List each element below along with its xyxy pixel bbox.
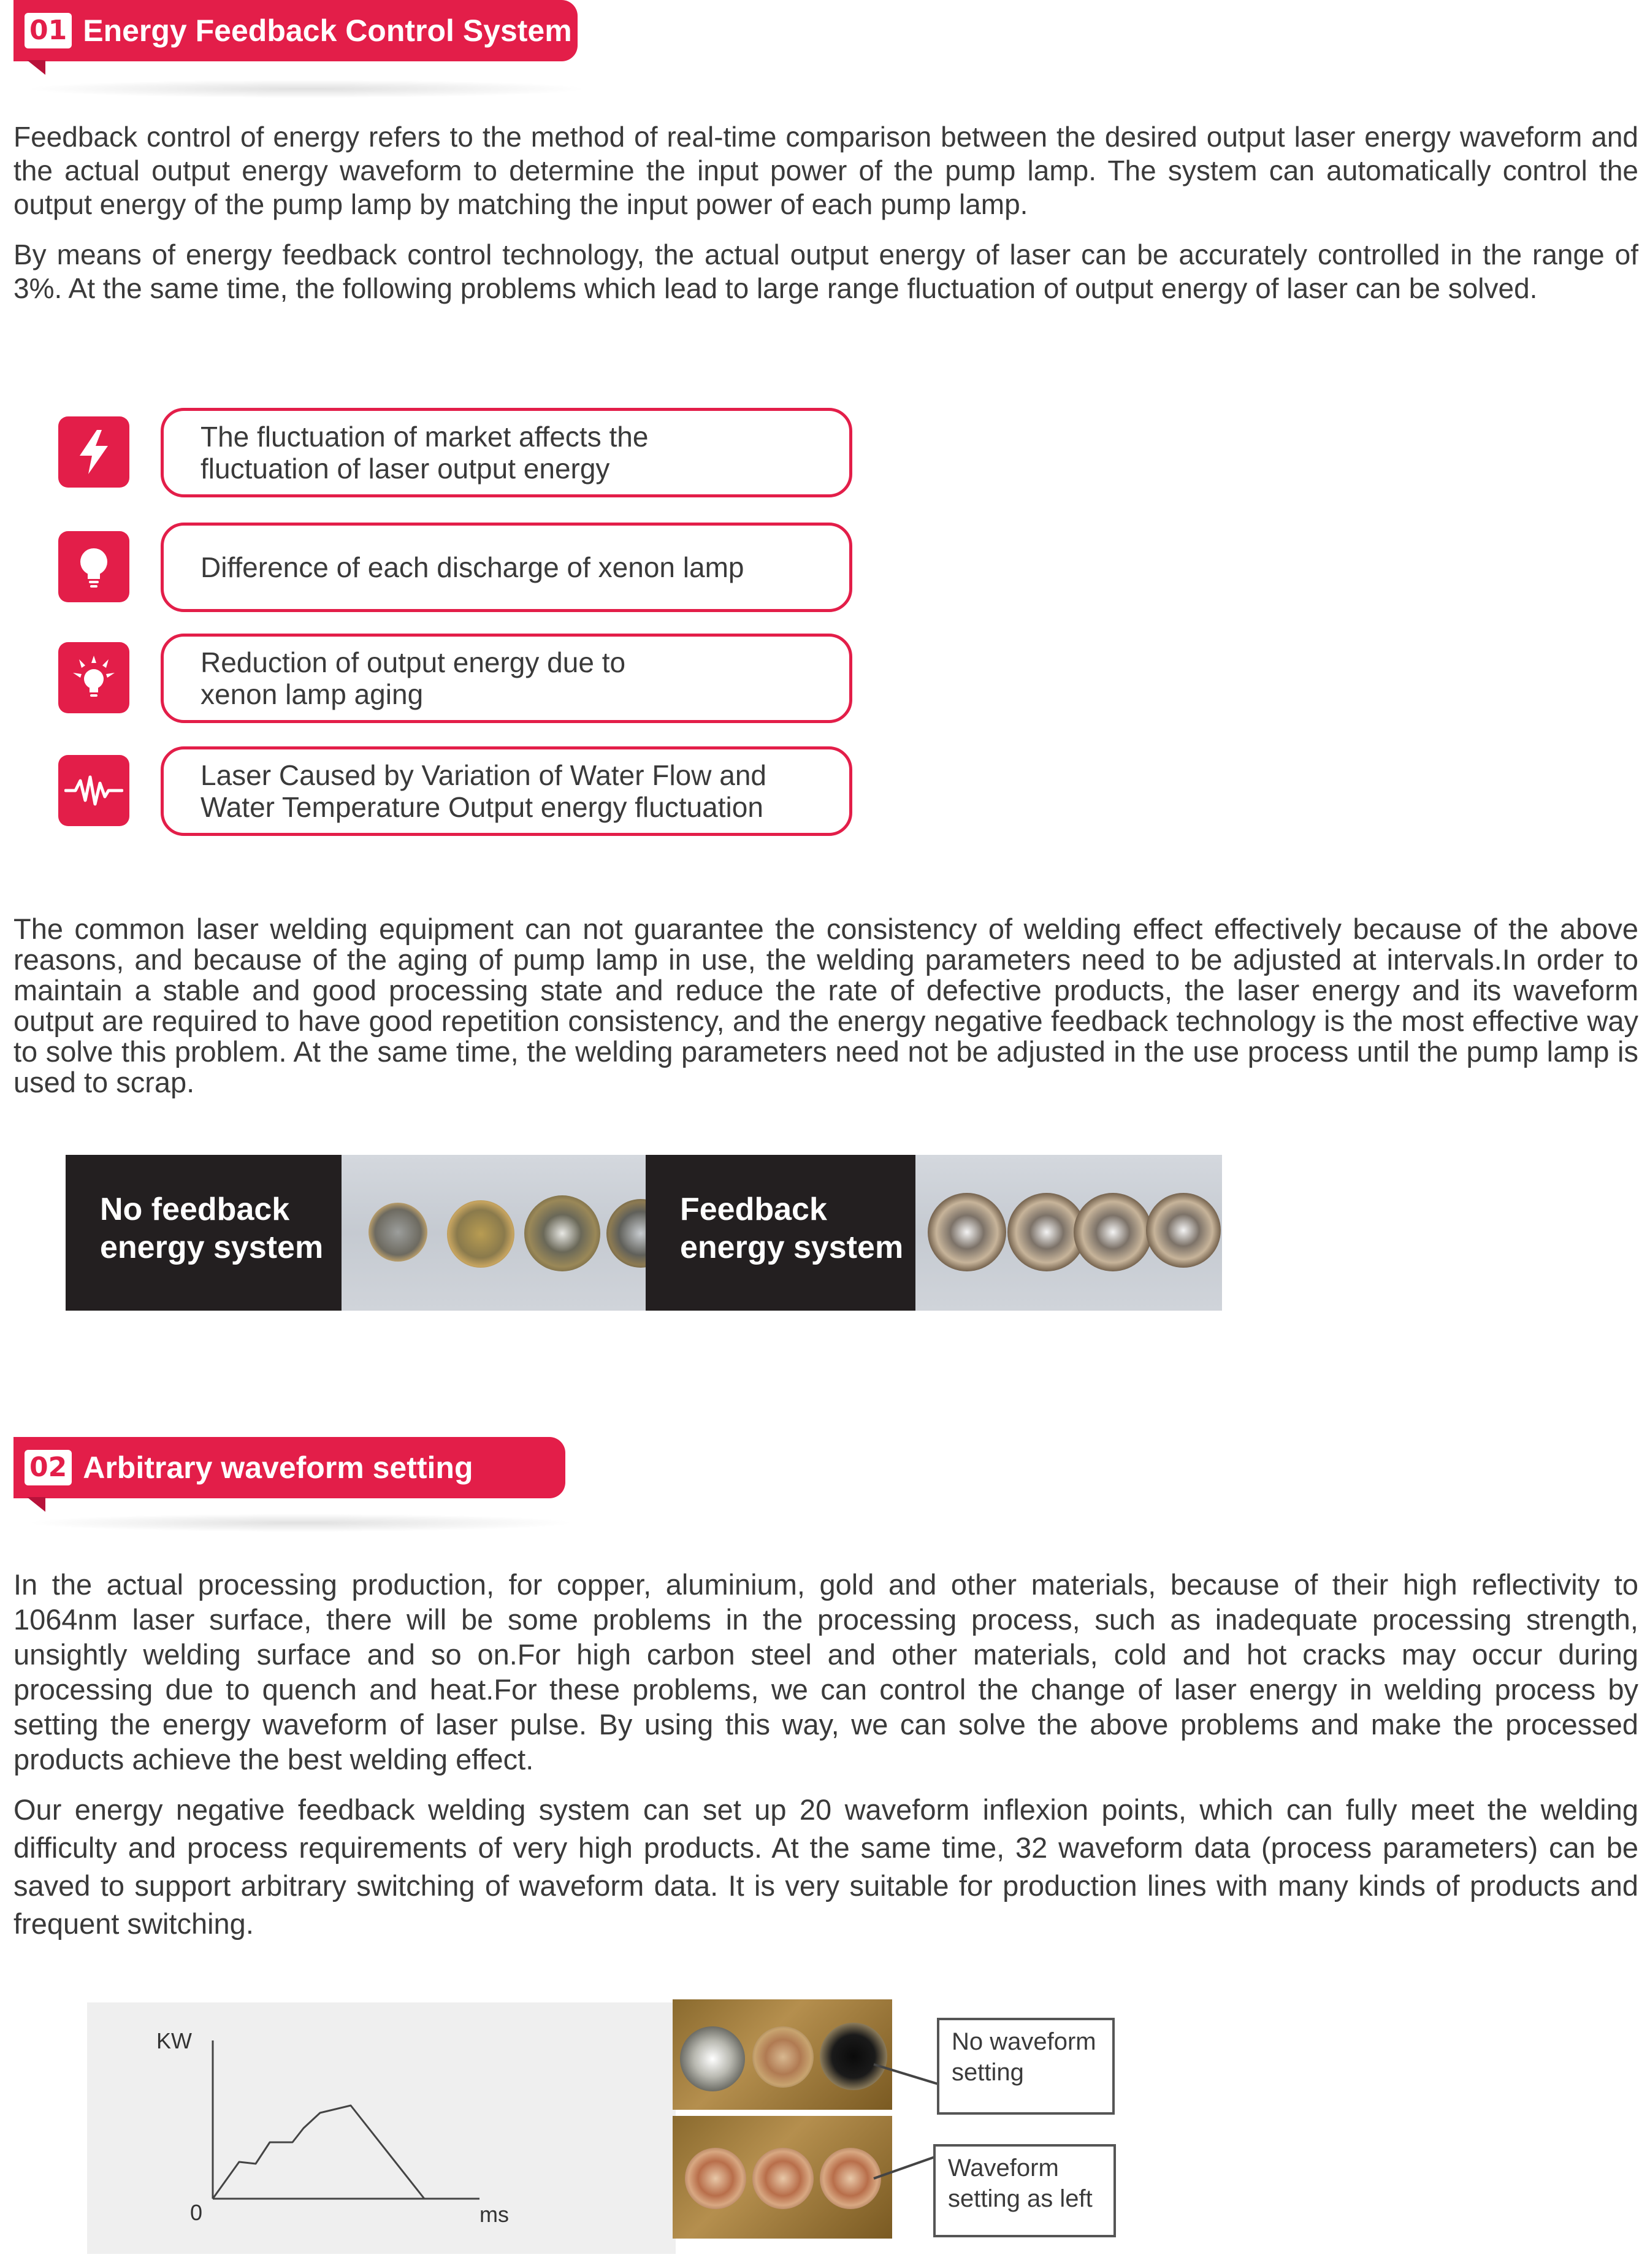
section-1-header-tail xyxy=(27,60,45,75)
waveform-chart xyxy=(87,2002,676,2254)
no-waveform-callout-line-1: No waveform xyxy=(952,2028,1096,2055)
section-2-header-shadow xyxy=(25,1514,576,1532)
lightbulb-icon xyxy=(58,531,129,602)
y-axis-unit: KW xyxy=(156,2028,192,2053)
feedback-label-line-1: Feedback xyxy=(680,1192,827,1227)
origin-label: 0 xyxy=(190,2200,203,2225)
section-1-paragraph-1: Feedback control of energy refers to the method of real-time comparison between the desired output laser energy waveform and the actual output energy waveform to determine the input power of the pump lamp. The system can automatically control the output energy of the pump lamp by matching the input power of each pump lamp. xyxy=(13,121,1638,220)
problem-item-3-text: Reduction of output energy due to xenon lamp aging xyxy=(201,646,626,710)
no-waveform-weld-photo xyxy=(673,1999,892,2110)
weld-spot xyxy=(820,2023,887,2090)
weld-spot xyxy=(524,1195,600,1271)
section-1-number: 01 xyxy=(25,13,72,48)
section-1-summary: The common laser welding equipment can not guarantee the consistency of welding effect effectively because of the above reasons, and because of the aging of pump lamp in use, the welding parameters need to be adjusted at intervals.In order to maintain a stable and good processing state and reduce the rate of defective products, the laser energy and its waveform output are required to have good repetition consistency, and the energy negative feedback technology is the most effective way to solve this problem. At the same time, the welding parameters need not be adjusted in the use process until the pump lamp is used to scrap. xyxy=(13,913,1638,1098)
problem-item-4-text: Laser Caused by Variation of Water Flow and Water Temperature Output energy fluctuation xyxy=(201,759,767,823)
waveform-callout xyxy=(933,2144,1116,2237)
problem-item-1 xyxy=(161,408,852,497)
pulse-wave-icon xyxy=(58,755,129,826)
section-1-paragraph-2: By means of energy feedback control technology, the actual output energy of laser can be accurately controlled in the range of 3%. At the same time, the following problems which lead to large range fluctuation of output energy of laser can be solved. xyxy=(13,239,1638,304)
waveform-callout-line-2: setting as left xyxy=(948,2185,1093,2212)
weld-spot xyxy=(752,2026,814,2088)
waveform-callout-line-1: Waveform xyxy=(948,2155,1059,2182)
section-1-title: Energy Feedback Control System xyxy=(83,13,572,48)
weld-spot xyxy=(752,2148,814,2209)
problem-item-2 xyxy=(161,523,852,612)
weld-spot xyxy=(369,1203,427,1262)
no-feedback-label-line-1: No feedback xyxy=(100,1192,290,1227)
section-2-paragraph-1: In the actual processing production, for copper, aluminium, gold and other materials, because of their high reflectivity to 1064nm laser surface, there will be some problems in the processing process, such as inadequate processing strength, unsightly welding surface and so on.For high carbon steel and other materials, cold and hot cracks may occur during processing due to quench and heat.For these problems, we can control the change of laser energy in welding process by setting the energy waveform of laser pulse. By using this way, we can solve the above problems and make the processed products achieve the best welding effect. xyxy=(13,1568,1638,1776)
no-waveform-callout xyxy=(937,2018,1115,2115)
weld-spot xyxy=(820,2148,881,2209)
problem-item-4 xyxy=(161,746,852,836)
no-feedback-label-line-2: energy system xyxy=(100,1230,324,1265)
waveform-weld-photo xyxy=(673,2116,892,2239)
feedback-label xyxy=(646,1155,915,1311)
section-2-number: 02 xyxy=(25,1450,72,1485)
weld-spot xyxy=(928,1193,1006,1271)
section-2-header-tail xyxy=(27,1497,45,1512)
weld-spot xyxy=(685,2148,746,2209)
feedback-weld-photo xyxy=(915,1155,1222,1311)
bulb-sparks-icon xyxy=(58,642,129,713)
no-waveform-callout-line-2: setting xyxy=(952,2059,1024,2086)
weld-spot xyxy=(447,1200,514,1268)
no-feedback-label xyxy=(66,1155,342,1311)
section-1-header-shadow xyxy=(25,80,589,98)
problem-item-2-text: Difference of each discharge of xenon lamp xyxy=(201,551,744,583)
problem-item-3 xyxy=(161,634,852,723)
comparison-strip xyxy=(66,1155,1222,1311)
weld-spot xyxy=(1074,1193,1152,1271)
weld-spot xyxy=(1146,1193,1221,1268)
section-2-paragraph-2: Our energy negative feedback welding system can set up 20 waveform inflexion points, which can fully meet the welding difficulty and process requirements of very high products. At the same time, 32 waveform data (process parameters) can be saved to support arbitrary switching of waveform data. It is very suitable for production lines with many kinds of products and frequent switching. xyxy=(13,1793,1638,1940)
feedback-label-line-2: energy system xyxy=(680,1230,904,1265)
section-2-header xyxy=(13,1437,565,1498)
problem-item-1-text: The fluctuation of market affects the fluctuation of laser output energy xyxy=(201,421,649,485)
section-2-title: Arbitrary waveform setting xyxy=(83,1450,473,1485)
no-feedback-weld-photo xyxy=(342,1155,646,1311)
x-axis-unit: ms xyxy=(479,2202,509,2227)
waveform-line xyxy=(213,2105,424,2199)
weld-spot xyxy=(680,2026,745,2091)
section-1-header xyxy=(13,0,578,61)
waveform-chart-panel xyxy=(87,2002,676,2254)
lightning-icon xyxy=(58,416,129,488)
